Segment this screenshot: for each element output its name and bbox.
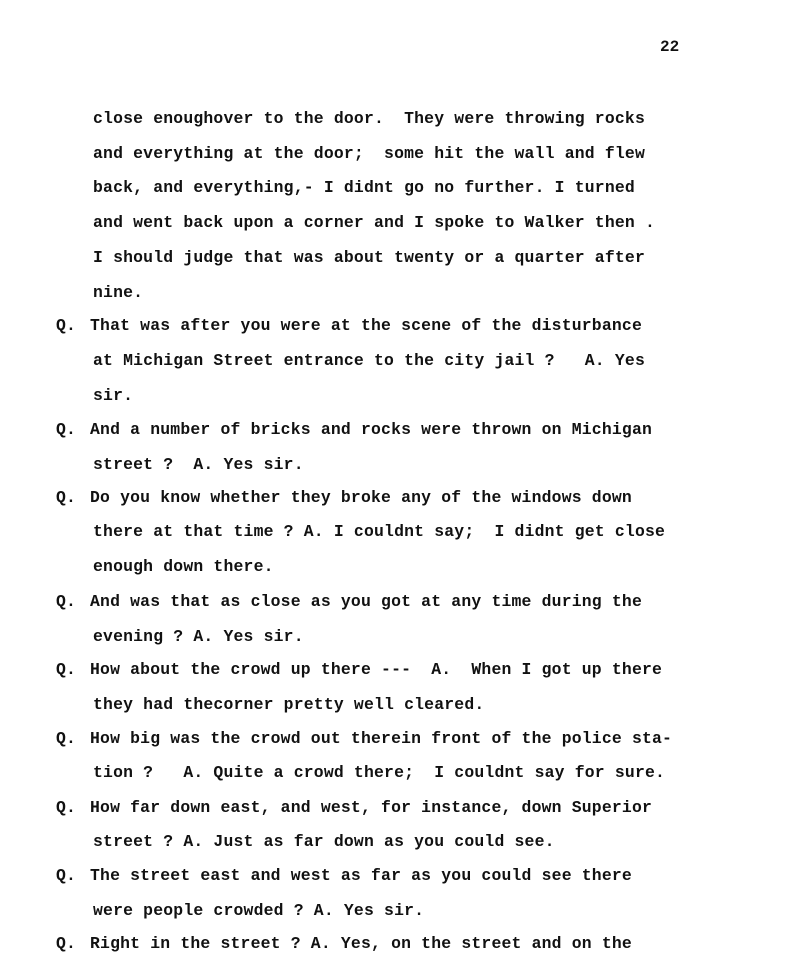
transcript-line: And a number of bricks and rocks were thrown on Michigan [90,420,653,439]
transcript-line: Right in the street ? A. Yes, on the street and on the [90,934,632,953]
transcript-line: there at that time ? A. I couldnt say; I didnt get close [93,522,666,541]
transcript-line: tion ? A. Quite a crowd there; I couldnt say for sure. [93,763,666,782]
transcript-line: The street east and west as far as you could see there [90,866,632,885]
transcript-line: How big was the crowd out therein front of the police sta- [90,729,673,748]
transcript-line: enough down there. [93,557,274,576]
transcript-line: street ? A. Just as far down as you could see. [93,832,555,851]
transcript-line: and went back upon a corner and I spoke to Walker then . [93,213,656,232]
question-marker: Q. [56,729,77,748]
transcript-line: That was after you were at the scene of the disturbance [90,316,642,335]
transcript-line: nine. [93,283,144,302]
transcript-line: How far down east, and west, for instance, down Superior [90,798,653,817]
question-marker: Q. [56,488,77,507]
question-marker: Q. [56,798,77,817]
page-number: 22 [660,38,680,56]
question-marker: Q. [56,592,77,611]
transcript-line: back, and everything,- I didnt go no further. I turned [93,178,635,197]
transcript-line: they had thecorner pretty well cleared. [93,695,485,714]
transcript-line: and everything at the door; some hit the wall and flew [93,144,645,163]
transcript-line: sir. [93,386,134,405]
transcript-line: at Michigan Street entrance to the city jail ? A. Yes [93,351,645,370]
question-marker: Q. [56,316,77,335]
transcript-line: And was that as close as you got at any time during the [90,592,642,611]
transcript-line: close enoughover to the door. They were throwing rocks [93,109,645,128]
transcript-line: How about the crowd up there --- A. When I got up there [90,660,663,679]
question-marker: Q. [56,660,77,679]
question-marker: Q. [56,934,77,953]
transcript-line: evening ? A. Yes sir. [93,627,304,646]
transcript-line: Do you know whether they broke any of the windows down [90,488,632,507]
transcript-line: street ? A. Yes sir. [93,455,304,474]
question-marker: Q. [56,866,77,885]
transcript-line: were people crowded ? A. Yes sir. [93,901,425,920]
transcript-line: I should judge that was about twenty or a quarter after [93,248,645,267]
question-marker: Q. [56,420,77,439]
